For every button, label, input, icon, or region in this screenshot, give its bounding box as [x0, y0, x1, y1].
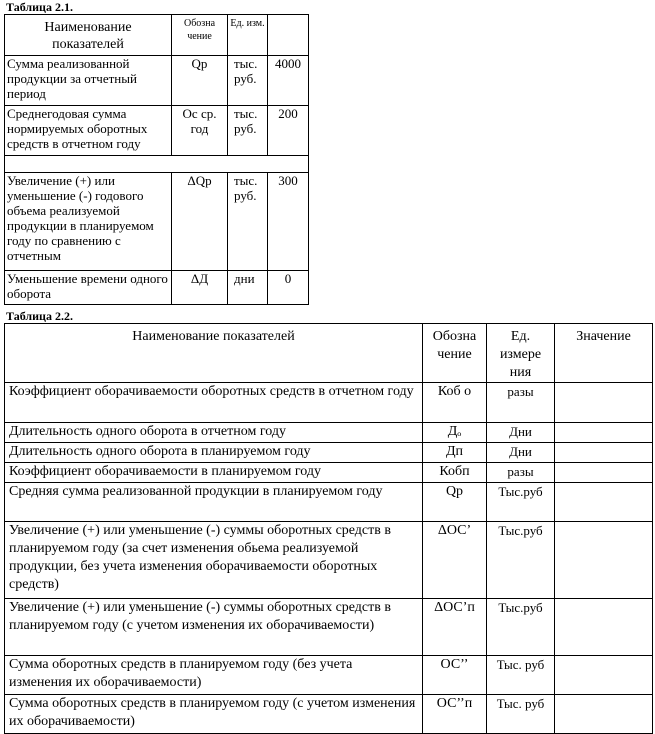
- header-name: Наименование показателей: [5, 15, 172, 56]
- row-value: [555, 695, 653, 734]
- table-row: [5, 522, 653, 599]
- table-row: [5, 483, 653, 522]
- row-value: 300: [268, 173, 309, 271]
- row-value: [555, 463, 653, 483]
- row-value: [555, 483, 653, 522]
- row-name: Сумма оборотных средств в планируемом году (с учетом изменения их оборачиваемости): [5, 695, 423, 734]
- row-code: Дₒ: [423, 423, 487, 443]
- row-value: [555, 383, 653, 423]
- row-name: Среднегодовая сумма нормируемых оборотных средств в отчетном году: [5, 106, 172, 156]
- row-code: ОС’’п: [423, 695, 487, 734]
- header-value: [268, 15, 309, 56]
- row-code: ΔQр: [172, 173, 228, 271]
- row-name: Средняя сумма реализованной продукции в планируемом году: [5, 483, 423, 522]
- header-unit: Ед. измере ния: [487, 324, 555, 383]
- row-code: Ос ср. год: [172, 106, 228, 156]
- row-name: Увеличение (+) или уменьшение (-) суммы оборотных средств в планируемом году (за счет изменения обьема реализуемой продукции, без учета изменения оборачиваемости оборотных средств): [5, 522, 423, 599]
- row-value: [555, 599, 653, 656]
- header-code: Обозна чение: [423, 324, 487, 383]
- header-name: Наименование показателей: [5, 324, 423, 383]
- row-code: ΔОС’п: [423, 599, 487, 656]
- table-2-2-caption: Таблица 2.2.: [6, 309, 73, 323]
- table-2-2: [4, 323, 653, 734]
- row-unit: тыс. руб.: [228, 106, 268, 156]
- row-code: Qр: [172, 56, 228, 106]
- table-row: [5, 56, 309, 106]
- row-name: Увеличение (+) или уменьшение (-) суммы оборотных средств в планируемом году (с учетом изменения их оборачиваемости): [5, 599, 423, 656]
- table-2-1: [4, 14, 309, 305]
- table-row: [5, 173, 309, 271]
- row-code: ΔД: [172, 271, 228, 305]
- table-row: [5, 443, 653, 463]
- row-name: Увеличение (+) или уменьшение (-) годового объема реализуемой продукции в планируемом году по сравнению с отчетным: [5, 173, 172, 271]
- row-code: Дп: [423, 443, 487, 463]
- row-value: [555, 522, 653, 599]
- table-row: [5, 383, 653, 423]
- row-value: 0: [268, 271, 309, 305]
- row-unit: Тыс. руб: [487, 695, 555, 734]
- header-value: Значение: [555, 324, 653, 383]
- row-unit: Дни: [487, 443, 555, 463]
- table-row: [5, 463, 653, 483]
- table-header-row: [5, 15, 309, 56]
- row-code: Коб о: [423, 383, 487, 423]
- table-row: [5, 695, 653, 734]
- row-unit: дни: [228, 271, 268, 305]
- row-value: 4000: [268, 56, 309, 106]
- table-row: [5, 656, 653, 695]
- row-name: Сумма оборотных средств в планируемом году (без учета изменения их оборачиваемости): [5, 656, 423, 695]
- row-code: Qр: [423, 483, 487, 522]
- row-unit: тыс. руб.: [228, 56, 268, 106]
- row-name: Сумма реализованной продукции за отчетный период: [5, 56, 172, 106]
- row-value: [555, 656, 653, 695]
- row-code: ОС’’: [423, 656, 487, 695]
- row-name: Длительность одного оборота в отчетном году: [5, 423, 423, 443]
- table-row: [5, 106, 309, 156]
- row-unit: тыс. руб.: [228, 173, 268, 271]
- row-name: Длительность одного оборота в планируемом году: [5, 443, 423, 463]
- table-row: [5, 271, 309, 305]
- row-code: ΔОС’: [423, 522, 487, 599]
- row-unit: Тыс.руб: [487, 483, 555, 522]
- row-unit: разы: [487, 383, 555, 423]
- row-unit: разы: [487, 463, 555, 483]
- table-row: [5, 423, 653, 443]
- row-unit: Дни: [487, 423, 555, 443]
- table-spacer-row: [5, 156, 309, 173]
- row-code: Кобп: [423, 463, 487, 483]
- header-code: Обозна чение: [172, 15, 228, 56]
- row-value: 200: [268, 106, 309, 156]
- table-header-row: [5, 324, 653, 383]
- row-name: Уменьшение времени одного оборота: [5, 271, 172, 305]
- row-name: Коэффициент оборачиваемости в планируемом году: [5, 463, 423, 483]
- table-row: [5, 599, 653, 656]
- row-value: [555, 443, 653, 463]
- header-unit: Ед. изм.: [228, 15, 268, 56]
- spacer-cell: [5, 156, 309, 173]
- row-unit: Тыс.руб: [487, 599, 555, 656]
- table-2-1-caption: Таблица 2.1.: [6, 0, 73, 14]
- row-value: [555, 423, 653, 443]
- row-unit: Тыс. руб: [487, 656, 555, 695]
- row-name: Коэффициент оборачиваемости оборотных средств в отчетном году: [5, 383, 423, 423]
- row-unit: Тыс.руб: [487, 522, 555, 599]
